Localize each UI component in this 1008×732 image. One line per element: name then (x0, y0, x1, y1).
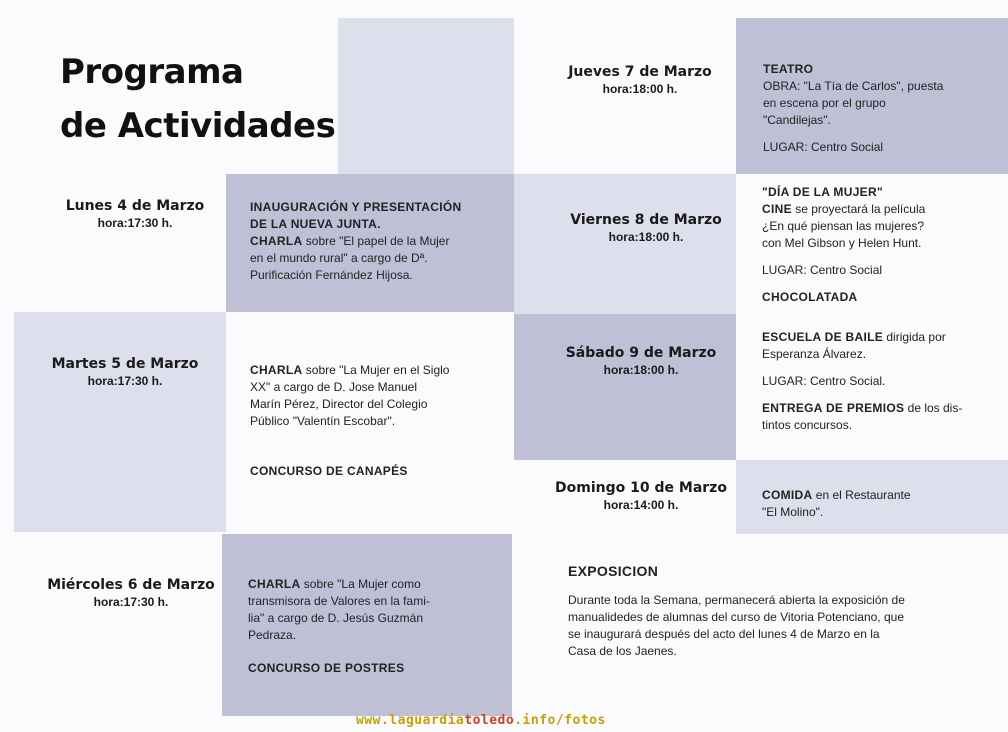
bg-block (14, 312, 226, 532)
chocolatada-label: CHOCOLATADA (762, 290, 858, 304)
activity-title: DE LA NUEVA JUNTA. (250, 217, 381, 231)
activity-text: sobre "La Mujer en el Siglo (302, 363, 450, 377)
footer-url-part: toledo (464, 713, 515, 728)
activity-sunday (762, 487, 974, 521)
title-line-1: Programa (60, 52, 244, 92)
day-label: Jueves 7 de Marzo (568, 64, 712, 80)
activity-title: CHARLA (248, 577, 301, 591)
activity-thursday (763, 61, 973, 156)
bg-block (338, 18, 514, 174)
contest-label: CONCURSO DE CANAPÉS (250, 464, 408, 478)
day-sunday (548, 479, 734, 513)
hour-label: hora:18:00 h. (608, 230, 684, 244)
bg-block (514, 314, 736, 460)
hour-label: hora:18:00 h. (602, 82, 678, 96)
place-label: LUGAR: Centro Social (763, 140, 884, 154)
activity-title: CHARLA (250, 234, 303, 248)
activity-text: Purificación Fernández Hijosa. (250, 268, 413, 282)
activity-text: "El Molino". (762, 505, 824, 519)
activity-title: INAUGURACIÓN Y PRESENTACIÓN (250, 200, 462, 214)
activity-text: tintos concursos. (762, 418, 853, 432)
activity-text: sobre "La Mujer como (300, 577, 421, 591)
day-label: Sábado 9 de Marzo (565, 345, 717, 361)
activity-tuesday (250, 362, 468, 430)
page-title (60, 45, 340, 153)
activity-text: Público "Valentín Escobar". (250, 414, 396, 428)
activity-saturday (762, 329, 982, 434)
activity-monday (250, 199, 472, 284)
day-tuesday (30, 355, 220, 389)
day-saturday (558, 344, 724, 378)
place-label: LUGAR: Centro Social. (762, 374, 886, 388)
activity-title: ESCUELA DE BAILE (762, 330, 884, 344)
activity-text: sobre "El papel de la Mujer (302, 234, 450, 248)
activity-wednesday-extra (248, 660, 458, 677)
activity-text: transmisora de Valores en la fami- (248, 594, 430, 608)
activity-text: "Candilejas". (763, 113, 831, 127)
day-label: Lunes 4 de Marzo (65, 198, 205, 214)
activity-text: XX" a cargo de D. Jose Manuel (250, 380, 418, 394)
hour-label: hora:14:00 h. (603, 498, 679, 512)
day-label: Miércoles 6 de Marzo (47, 577, 215, 593)
day-label: Domingo 10 de Marzo (555, 480, 727, 496)
title-line-2: de Actividades (60, 106, 336, 146)
activity-text: Esperanza Álvarez. (762, 347, 867, 361)
activity-text: dirigida por (883, 330, 946, 344)
hour-label: hora:17:30 h. (97, 216, 173, 230)
activity-title: CHARLA (250, 363, 303, 377)
activity-text: en escena por el grupo (763, 96, 886, 110)
activity-title: TEATRO (763, 62, 814, 76)
activity-wednesday (248, 576, 458, 644)
day-label: Viernes 8 de Marzo (570, 212, 722, 228)
exposicion-heading: EXPOSICION (568, 563, 659, 579)
day-monday (40, 197, 230, 231)
activity-text: ¿En qué piensan las mujeres? (762, 219, 925, 233)
activity-text: con Mel Gibson y Helen Hunt. (762, 236, 922, 250)
activity-title: CINE (762, 202, 792, 216)
activity-text: en el mundo rural" a cargo de Dª. (250, 251, 428, 265)
place-label: LUGAR: Centro Social (762, 263, 883, 277)
activity-tuesday-extra (250, 463, 468, 480)
exposicion-text: manualidedes de alumnas del curso de Vitoria Potenciano, que (568, 610, 904, 624)
activity-text: de los dis- (904, 401, 963, 415)
hour-label: hora:17:30 h. (87, 374, 163, 388)
activity-title: "DÍA DE LA MUJER" (762, 185, 883, 199)
day-friday (566, 211, 726, 245)
day-wednesday (36, 576, 226, 610)
activity-text: Marín Pérez, Director del Colegio (250, 397, 428, 411)
exposicion-section (568, 562, 958, 660)
day-thursday (552, 63, 728, 97)
activity-text: Pedraza. (248, 628, 297, 642)
footer-url-part: www.laguardia (356, 713, 465, 728)
contest-label: CONCURSO DE POSTRES (248, 661, 405, 675)
day-label: Martes 5 de Marzo (51, 356, 199, 372)
activity-text: lia" a cargo de D. Jesús Guzmán (248, 611, 424, 625)
exposicion-text: Durante toda la Semana, permanecerá abierta la exposición de (568, 593, 905, 607)
activity-friday (762, 184, 982, 306)
hour-label: hora:17:30 h. (93, 595, 169, 609)
activity-text: se proyectará la película (791, 202, 926, 216)
exposicion-text: se inaugurará después del acto del lunes 4 de Marzo en la (568, 627, 880, 641)
activity-text: OBRA: "La Tía de Carlos", puesta (763, 79, 944, 93)
footer-url-part: .info/fotos (514, 713, 606, 728)
activity-title: ENTREGA DE PREMIOS (762, 401, 905, 415)
hour-label: hora:18:00 h. (603, 363, 679, 377)
activity-title: COMIDA (762, 488, 813, 502)
footer-url[interactable] (356, 713, 606, 728)
exposicion-text: Casa de los Jaenes. (568, 644, 677, 658)
activity-text: en el Restaurante (812, 488, 911, 502)
